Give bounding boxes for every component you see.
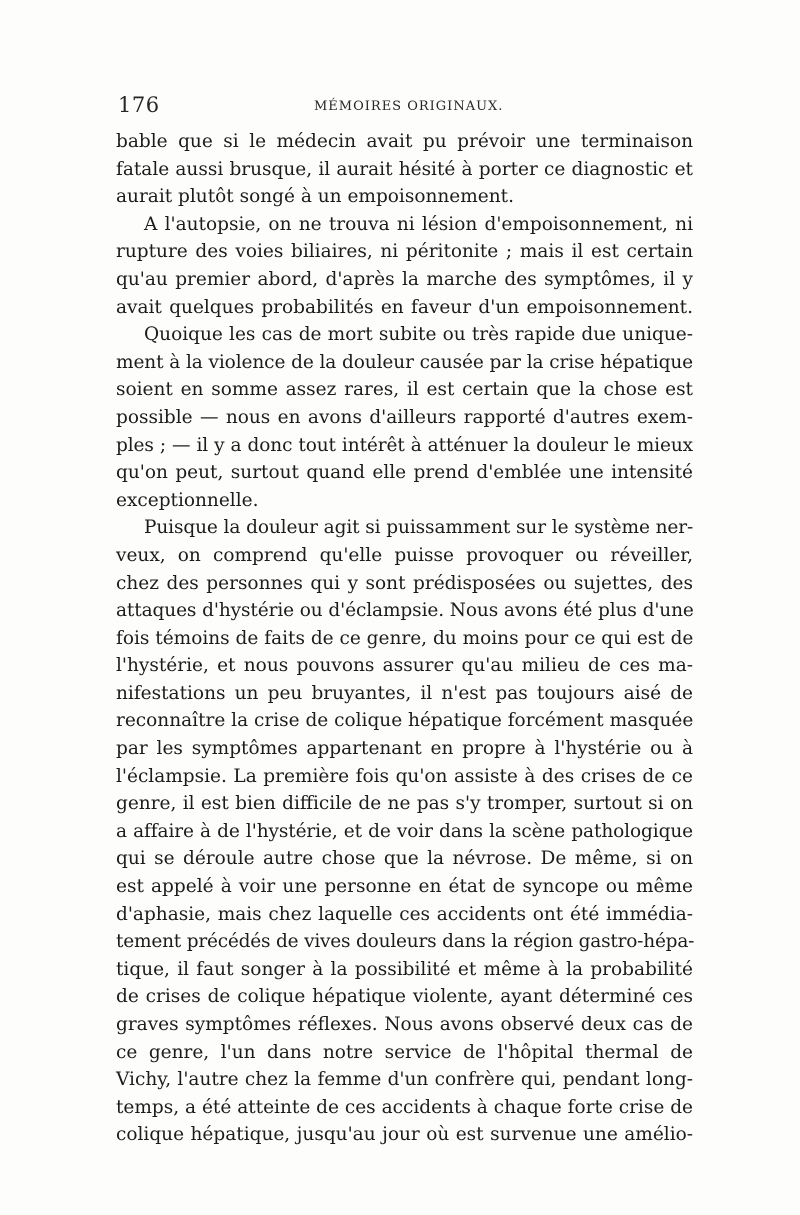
text-line: tement précédés de vives douleurs dans la région gastro-hépa- [116, 931, 695, 953]
text-line: par les symptômes appartenant en propre à l'hystérie ou à [116, 738, 693, 760]
text-line: Quoique les cas de mort subite ou très rapide due unique- [144, 324, 693, 346]
body-text [116, 128, 693, 1149]
text-line: nifestations un peu bruyantes, il n'est pas toujours aisé de [116, 682, 693, 704]
text-line: Vichy, l'autre chez la femme d'un confrère qui, pendant long- [116, 1069, 693, 1091]
text-line: tique, il faut songer à la possibilité et même à la probabilité [116, 958, 693, 980]
text-line: soient en somme assez rares, il est certain que la chose est [116, 379, 693, 401]
text-line: Puisque la douleur agit si puissamment sur le système ner- [144, 517, 694, 539]
text-line: l'éclampsie. La première fois qu'on assiste à des crises de ce [116, 765, 693, 787]
text-line: bable que si le médecin avait pu prévoir une terminaison [116, 131, 693, 152]
text-line: genre, il est bien difficile de ne pas s'y tromper, surtout si on [116, 793, 693, 815]
text-line: ce genre, l'un dans notre service de l'hôpital thermal de [116, 1041, 693, 1063]
text-line: qui se déroule autre chose que la névrose. De même, si on [116, 848, 693, 870]
text-line: d'aphasie, mais chez laquelle ces accidents ont été immédia- [116, 903, 693, 925]
text-line: aurait plutôt songé à un empoisonnement. [116, 186, 514, 208]
text-line: ment à la violence de la douleur causée par la crise hépatique [116, 351, 693, 373]
text-line: fois témoins de faits de ce genre, du moins pour ce qui est de [116, 627, 694, 649]
text-line: chez des personnes qui y sont prédisposées ou sujettes, des [116, 572, 693, 594]
text-line: l'hystérie, et nous pouvons assurer qu'au milieu de ces ma- [116, 655, 693, 677]
text-line: exceptionnelle. [116, 489, 259, 511]
text-line: veux, on comprend qu'elle puisse provoquer ou réveiller, [116, 544, 693, 566]
running-head: MÉMOIRES ORIGINAUX. [314, 99, 504, 114]
text-line: ples ; — il y a donc tout intérêt à atténuer la douleur le mieux [116, 434, 693, 456]
text-line: rupture des voies biliaires, ni péritonite ; mais il est certain [116, 241, 693, 263]
text-line: fatale aussi brusque, il aurait hésité à porter ce diagnostic et [116, 158, 693, 180]
page-number: 176 [118, 93, 160, 117]
text-line: colique hépatique, jusqu'au jour où est survenue une amélio- [116, 1124, 693, 1146]
text-line: A l'autopsie, on ne trouva ni lésion d'empoisonnement, ni [144, 213, 693, 235]
text-line: est appelé à voir une personne en état de syncope ou même [116, 876, 693, 898]
text-line: qu'on peut, surtout quand elle prend d'emblée une intensité [116, 462, 693, 484]
text-line: graves symptômes réflexes. Nous avons observé deux cas de [116, 1014, 693, 1035]
page-header [118, 93, 693, 123]
text-line: avait quelques probabilités en faveur d'un empoisonnement. [116, 296, 693, 318]
text-line: attaques d'hystérie ou d'éclampsie. Nous avons été plus d'une [116, 600, 694, 622]
text-line: possible — nous en avons d'ailleurs rapporté d'autres exem- [116, 406, 693, 428]
text-line: reconnaître la crise de colique hépatique forcément masquée [116, 710, 694, 732]
text-line: temps, a été atteinte de ces accidents à chaque forte crise de [116, 1096, 693, 1118]
text-line: de crises de colique hépatique violente, ayant déterminé ces [116, 986, 693, 1008]
text-line: qu'au premier abord, d'après la marche des symptômes, il y [116, 268, 693, 290]
text-line: a affaire à de l'hystérie, et de voir dans la scène pathologique [116, 820, 693, 842]
